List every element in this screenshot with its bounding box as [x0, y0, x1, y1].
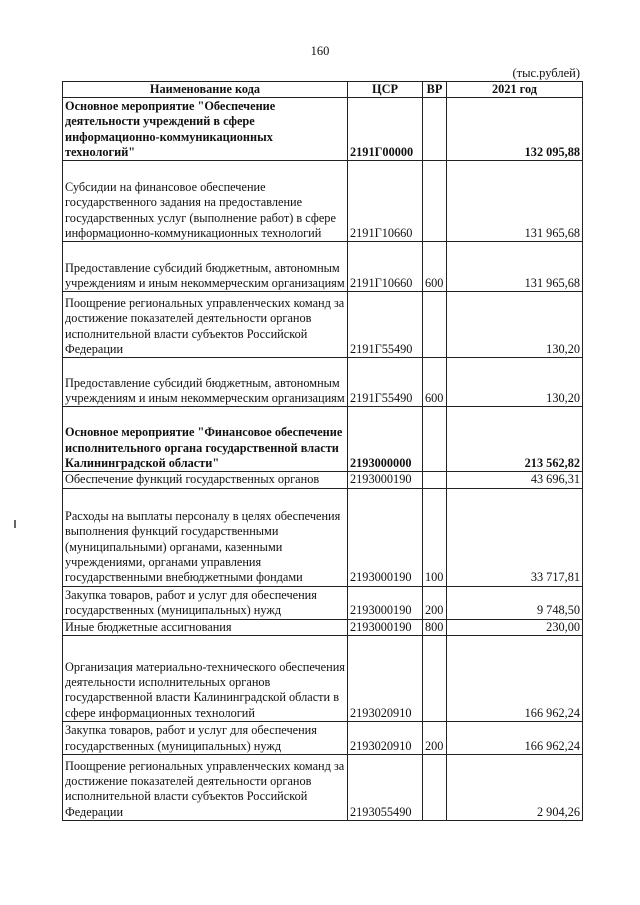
- row-csr: 2193000000: [348, 407, 423, 472]
- row-amount: 131 965,68: [447, 242, 583, 292]
- row-name: Расходы на выплаты персоналу в целях обеспечения выполнения функций государственными (муниципальными) органами, казенными учреждениями, органами управления государственными внебюджетными фондами: [63, 488, 348, 586]
- table-row: [63, 407, 583, 472]
- row-csr: 2193020910: [348, 722, 423, 755]
- row-vr: 600: [423, 242, 447, 292]
- row-csr: 2193000190: [348, 472, 423, 488]
- table-row: [63, 619, 583, 635]
- table-header-row: [63, 82, 583, 98]
- row-name: Основное мероприятие "Финансовое обеспечение исполнительного органа государственной власти Калининградской области": [63, 407, 348, 472]
- row-vr: [423, 636, 447, 722]
- row-csr: 2191Г00000: [348, 98, 423, 161]
- table-row: [63, 292, 583, 358]
- row-name: Поощрение региональных управленческих команд за достижение показателей деятельности органов исполнительной власти субъектов Российской Федерации: [63, 292, 348, 358]
- table-row: [63, 586, 583, 619]
- row-amount: 131 965,68: [447, 161, 583, 242]
- row-vr: 200: [423, 722, 447, 755]
- budget-table: [62, 81, 583, 821]
- units-label: (тыс.рублей): [512, 66, 580, 80]
- row-name: Обеспечение функций государственных органов: [63, 472, 348, 488]
- row-csr: 2191Г55490: [348, 358, 423, 407]
- row-name: Субсидии на финансовое обеспечение государственного задания на предоставление государственных услуг (выполнение работ) в сфере информационно-коммуникационных технологий: [63, 161, 348, 242]
- table-row: [63, 755, 583, 821]
- row-amount: 43 696,31: [447, 472, 583, 488]
- row-csr: 2191Г10660: [348, 242, 423, 292]
- row-vr: [423, 755, 447, 821]
- row-csr: 2193000190: [348, 586, 423, 619]
- row-vr: 600: [423, 358, 447, 407]
- row-name: Закупка товаров, работ и услуг для обеспечения государственных (муниципальных) нужд: [63, 586, 348, 619]
- table-row: [63, 488, 583, 586]
- header-csr: ЦСР: [348, 82, 423, 98]
- table-row: [63, 358, 583, 407]
- header-name: Наименование кода: [63, 82, 348, 98]
- row-amount: 130,20: [447, 358, 583, 407]
- row-amount: 2 904,26: [447, 755, 583, 821]
- row-csr: 2193055490: [348, 755, 423, 821]
- table-row: [63, 161, 583, 242]
- row-csr: 2193000190: [348, 488, 423, 586]
- header-year: 2021 год: [447, 82, 583, 98]
- row-vr: [423, 292, 447, 358]
- row-amount: 33 717,81: [447, 488, 583, 586]
- scan-edge-mark: [14, 520, 16, 528]
- row-csr: 2193000190: [348, 619, 423, 635]
- row-csr: 2191Г10660: [348, 161, 423, 242]
- row-vr: [423, 161, 447, 242]
- row-vr: [423, 407, 447, 472]
- header-vr: ВР: [423, 82, 447, 98]
- table-row: [63, 636, 583, 722]
- row-name: Предоставление субсидий бюджетным, автономным учреждениям и иным некоммерческим организациям: [63, 358, 348, 407]
- row-name: Иные бюджетные ассигнования: [63, 619, 348, 635]
- row-name: Закупка товаров, работ и услуг для обеспечения государственных (муниципальных) нужд: [63, 722, 348, 755]
- row-csr: 2191Г55490: [348, 292, 423, 358]
- row-csr: 2193020910: [348, 636, 423, 722]
- row-amount: 213 562,82: [447, 407, 583, 472]
- row-name: Основное мероприятие "Обеспечение деятельности учреждений в сфере информационно-коммуникационных технологий": [63, 98, 348, 161]
- row-vr: 800: [423, 619, 447, 635]
- row-amount: 9 748,50: [447, 586, 583, 619]
- row-amount: 132 095,88: [447, 98, 583, 161]
- row-amount: 166 962,24: [447, 722, 583, 755]
- row-name: Организация материально-технического обеспечения деятельности исполнительных органов государственной власти Калининградской области в сфере информационных технологий: [63, 636, 348, 722]
- row-amount: 230,00: [447, 619, 583, 635]
- row-name: Предоставление субсидий бюджетным, автономным учреждениям и иным некоммерческим организациям: [63, 242, 348, 292]
- row-amount: 166 962,24: [447, 636, 583, 722]
- row-vr: [423, 98, 447, 161]
- row-vr: 100: [423, 488, 447, 586]
- page-number: 160: [310, 44, 330, 58]
- row-vr: [423, 472, 447, 488]
- table-row: [63, 472, 583, 488]
- table-row: [63, 242, 583, 292]
- row-name: Поощрение региональных управленческих команд за достижение показателей деятельности органов исполнительной власти субъектов Российской Федерации: [63, 755, 348, 821]
- table-row: [63, 98, 583, 161]
- table-row: [63, 722, 583, 755]
- row-amount: 130,20: [447, 292, 583, 358]
- row-vr: 200: [423, 586, 447, 619]
